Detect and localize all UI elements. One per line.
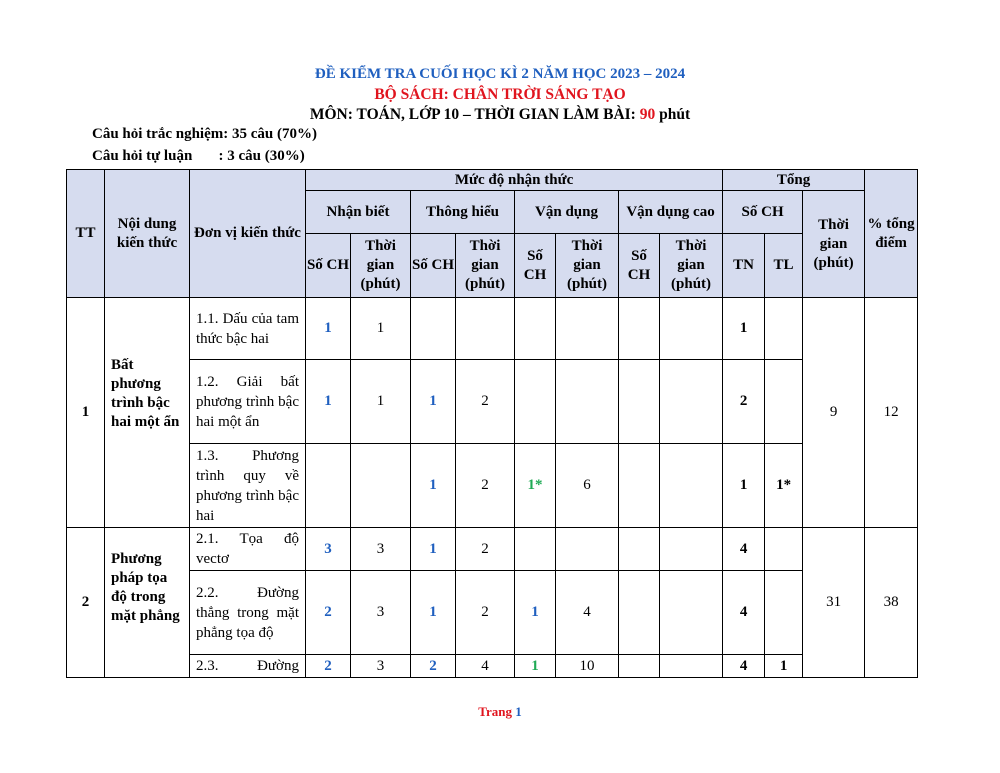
unit-name: 1.1. Dấu của tam thức bậc hai [190,298,306,360]
exam-matrix-table [66,169,918,678]
vdc-time [660,528,723,571]
unit-name: 1.3. Phương trình quy về phương trình bậc hai [190,444,306,528]
nb-count [306,444,351,528]
table-row [67,298,918,360]
th-time: 2 [456,528,515,571]
th-count: 1 [411,571,456,655]
level-van-dung-cao: Vận dụng cao [619,191,723,234]
level-nhan-biet: Nhận biết [306,191,411,234]
tn-count: 4 [723,571,765,655]
col-tt: TT [67,170,105,298]
tn-count: 1 [723,444,765,528]
subject-prefix: MÔN: TOÁN, LỚP 10 – THỜI GIAN LÀM BÀI: [309,106,640,123]
table-row [67,571,918,655]
nb-so-ch: Số CH [306,234,351,298]
nb-count: 1 [306,360,351,444]
minutes-unit: phút [655,106,691,123]
table-row [67,444,918,528]
tn-count: 4 [723,655,765,678]
vdc-count [619,528,660,571]
vd-count: 1* [515,444,556,528]
vd-time [556,528,619,571]
vdc-count [619,655,660,678]
nb-time: 3 [351,528,411,571]
nb-count: 2 [306,571,351,655]
nb-time: 1 [351,298,411,360]
vdc-count [619,298,660,360]
vdc-time [660,444,723,528]
tl-count [765,298,803,360]
th-time: 2 [456,444,515,528]
vdc-time [660,360,723,444]
level-thong-hieu: Thông hiểu [411,191,515,234]
th-count: 1 [411,528,456,571]
total-group-header: Tổng [723,170,865,191]
topic-number: 2 [67,528,105,678]
topic-percent: 38 [865,528,918,678]
page-index: 1 [515,704,522,719]
vd-thoi-gian: Thời gian (phút) [556,234,619,298]
unit-name: 2.1. Tọa độ vectơ [190,528,306,571]
vd-count [515,528,556,571]
level-van-dung: Vận dụng [515,191,619,234]
th-count: 1 [411,360,456,444]
nb-count: 1 [306,298,351,360]
vdc-count [619,360,660,444]
vd-time: 6 [556,444,619,528]
th-count: 1 [411,444,456,528]
exam-title: ĐỀ KIỂM TRA CUỐI HỌC KÌ 2 NĂM HỌC 2023 – 2024 [314,66,686,82]
col-unit: Đơn vị kiến thức [190,170,306,298]
vd-time [556,298,619,360]
vdc-thoi-gian: Thời gian (phút) [660,234,723,298]
tl-count: 1 [765,655,803,678]
col-content: Nội dung kiến thức [105,170,190,298]
th-count [411,298,456,360]
exam-minutes: 90 [639,106,656,123]
vd-so-ch: Số CH [515,234,556,298]
th-time: 4 [456,655,515,678]
col-tl: TL [765,234,803,298]
th-thoi-gian: Thời gian (phút) [456,234,515,298]
tn-count: 1 [723,298,765,360]
vdc-so-ch: Số CH [619,234,660,298]
nb-time: 1 [351,360,411,444]
vdc-count [619,571,660,655]
col-percent: % tổng điểm [865,170,918,298]
vd-count [515,360,556,444]
vd-count: 1 [515,655,556,678]
vd-count: 1 [515,571,556,655]
vdc-count [619,444,660,528]
tl-count [765,571,803,655]
topic-number: 1 [67,298,105,528]
mcq-info: Câu hỏi trắc nghiệm: 35 câu (70%) [92,126,317,142]
nb-time: 3 [351,655,411,678]
vd-time: 4 [556,571,619,655]
nb-thoi-gian: Thời gian (phút) [351,234,411,298]
book-series: BỘ SÁCH: CHÂN TRỜI SÁNG TẠO [374,86,626,103]
nb-time [351,444,411,528]
unit-name: 2.2. Đường thẳng trong mặt phẳng tọa độ [190,571,306,655]
th-time: 2 [456,571,515,655]
topic-time-total: 9 [803,298,865,528]
page-label: Trang [478,704,512,719]
table-row [67,655,918,678]
nb-count: 3 [306,528,351,571]
vd-time [556,360,619,444]
topic-percent: 12 [865,298,918,528]
total-so-ch: Số CH [723,191,803,234]
vdc-time [660,571,723,655]
th-count: 2 [411,655,456,678]
tl-count [765,360,803,444]
vd-count [515,298,556,360]
total-time: Thời gian (phút) [803,191,865,298]
tl-count [765,528,803,571]
page-number [0,704,1000,720]
vd-time: 10 [556,655,619,678]
nb-time: 3 [351,571,411,655]
vdc-time [660,655,723,678]
topic-time-total: 31 [803,528,865,678]
col-tn: TN [723,234,765,298]
th-time: 2 [456,360,515,444]
vdc-time [660,298,723,360]
topic-name: Phương pháp tọa độ trong mặt phẳng [105,528,190,678]
table-row [67,528,918,571]
th-so-ch: Số CH [411,234,456,298]
th-time [456,298,515,360]
unit-name: 1.2. Giải bất phương trình bậc hai một ẩn [190,360,306,444]
topic-name: Bất phương trình bậc hai một ẩn [105,298,190,528]
tn-count: 4 [723,528,765,571]
tl-count: 1* [765,444,803,528]
subject-line [0,106,1000,124]
tn-count: 2 [723,360,765,444]
nb-count: 2 [306,655,351,678]
unit-name: 2.3. Đường [190,655,306,678]
table-row [67,360,918,444]
essay-info: Câu hỏi tự luận : 3 câu (30%) [92,148,305,164]
levels-group-header: Mức độ nhận thức [306,170,723,191]
